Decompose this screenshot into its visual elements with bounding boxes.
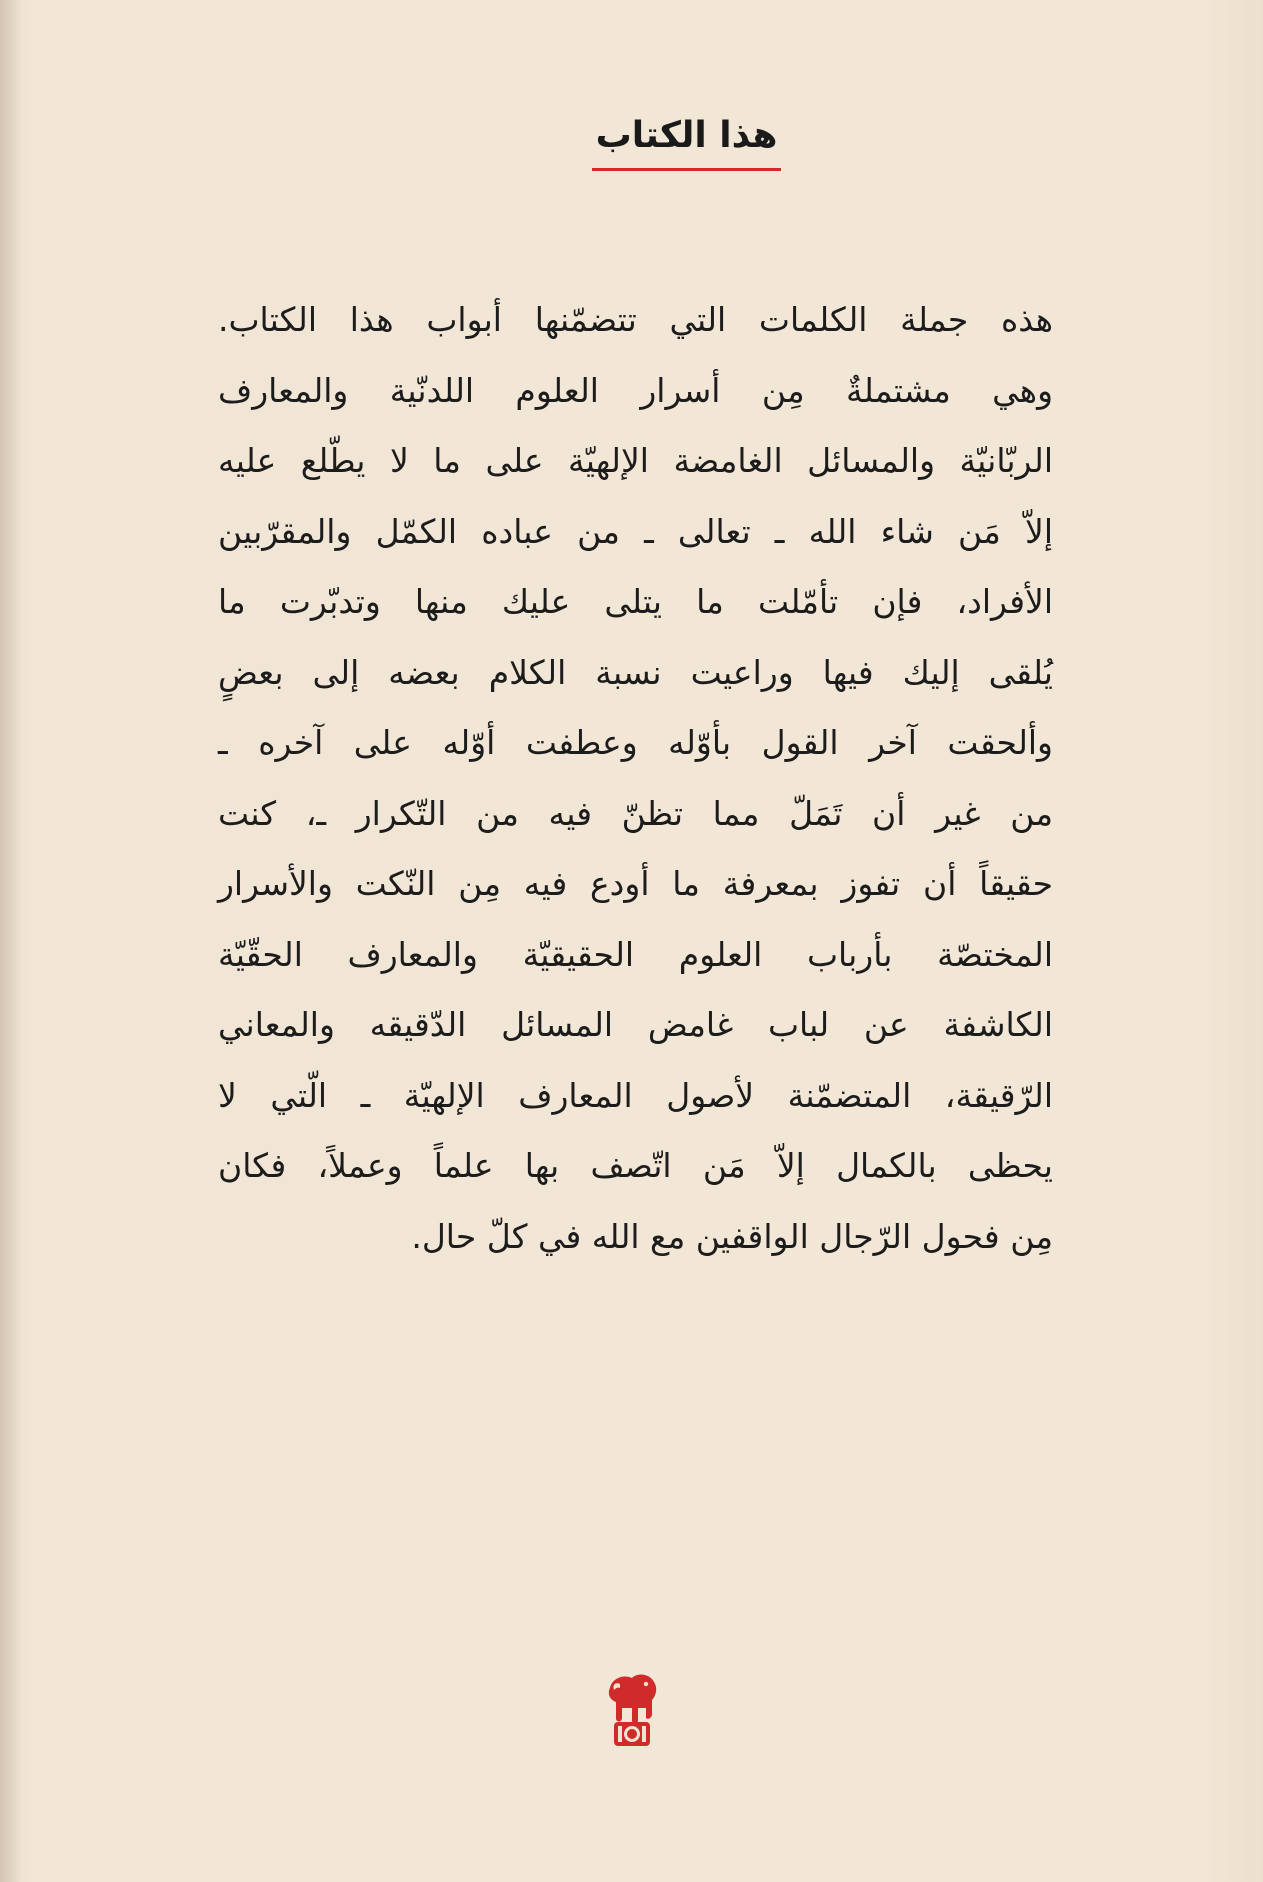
paragraph-line: وهي مشتملةٌ مِن أسرار العلوم اللدنّية والمعارف xyxy=(218,370,1053,410)
paragraph-line: الأفراد، فإن تأمّلت ما يتلى عليك منها وتدبّرت ما xyxy=(218,582,1053,621)
body-paragraph xyxy=(218,285,1053,1272)
paragraph-line: مِن فحول الرّجال الواقفين مع الله في كلّ حال. xyxy=(411,1216,1053,1256)
page-title: هذا الكتاب xyxy=(592,112,782,171)
paragraph-line: الرّقيقة، المتضمّنة لأصول المعارف الإلهيّة ـ الّتي لا xyxy=(218,1075,1053,1115)
paragraph-line: هذه جملة الكلمات التي تتضمّنها أبواب هذا الكتاب. xyxy=(218,300,1053,339)
paragraph-line: إلاّ مَن شاء الله ـ تعالى ـ من عباده الكمّل والمقرّبين xyxy=(218,511,1053,551)
heading-container xyxy=(0,112,1263,171)
paragraph-line: من غير أن تَمَلّ مما تظنّ فيه من التّكرار ـ، كنت xyxy=(218,793,1053,833)
paragraph-line: يحظى بالكمال إلاّ مَن اتّصف بها علماً وعملاً، فكان xyxy=(218,1146,1053,1185)
publisher-emblem-icon xyxy=(602,1668,662,1750)
spine-shadow xyxy=(0,0,22,1882)
paragraph-line: المختصّة بأرباب العلوم الحقيقيّة والمعارف الحقّيّة xyxy=(218,934,1053,974)
paragraph-line: يُلقى إليك فيها وراعيت نسبة الكلام بعضه إلى بعضٍ xyxy=(218,652,1053,692)
paragraph-line: وألحقت آخر القول بأوّله وعطفت أوّله على آخره ـ xyxy=(218,723,1053,762)
paragraph-line: الكاشفة عن لباب غامض المسائل الدّقيقه والمعاني xyxy=(218,1005,1053,1044)
paragraph-line: حقيقاً أن تفوز بمعرفة ما أودع فيه مِن النّكت والأسرار xyxy=(218,864,1053,903)
paragraph-line: الربّانيّة والمسائل الغامضة الإلهيّة على ما لا يطّلع عليه xyxy=(218,441,1053,480)
